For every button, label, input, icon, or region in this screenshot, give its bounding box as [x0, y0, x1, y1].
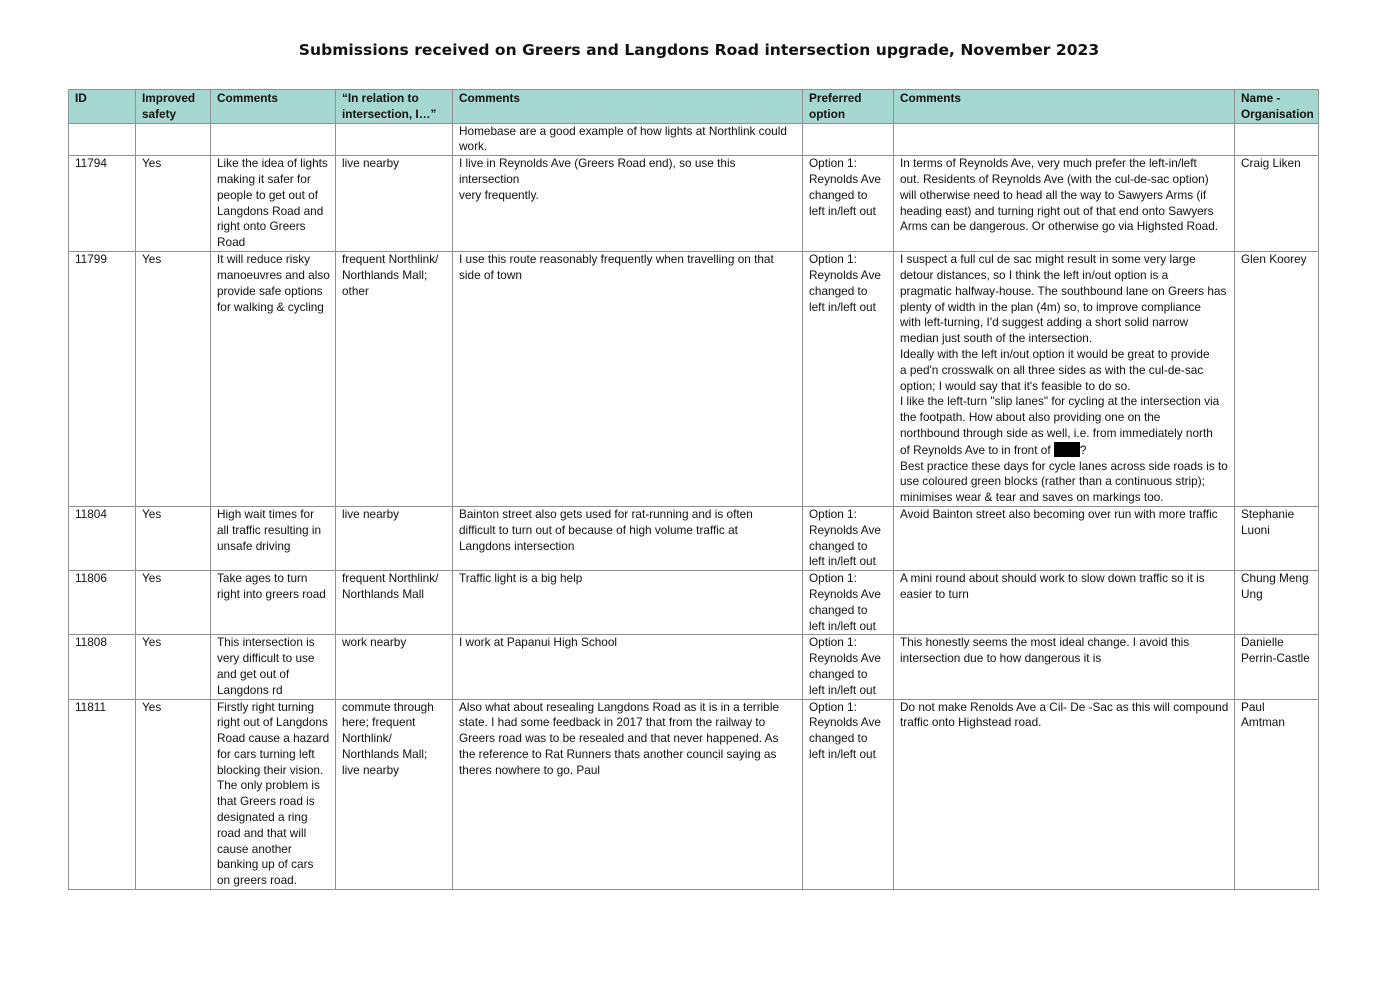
- table-row: [69, 571, 1319, 635]
- cell-name-organisation: [1235, 123, 1319, 156]
- cell-comments-safety: [211, 123, 336, 156]
- header-relation: “In relation to intersection, I…”: [336, 90, 453, 124]
- cell-id: 11799: [69, 252, 136, 507]
- header-comments-relation: Comments: [453, 90, 803, 124]
- cell-improved-safety: Yes: [136, 635, 211, 699]
- cell-improved-safety: Yes: [136, 699, 211, 890]
- header-preferred-option: Preferred option: [803, 90, 894, 124]
- cell-comments-safety: Like the idea of lights making it safer for people to get out of Langdons Road and right onto Greers Road: [211, 156, 336, 252]
- cell-preferred-option: Option 1: Reynolds Ave changed to left in/left out: [803, 635, 894, 699]
- cell-name-organisation: Glen Koorey: [1235, 252, 1319, 507]
- cell-relation: live nearby: [336, 506, 453, 570]
- cell-name-organisation: Craig Liken: [1235, 156, 1319, 252]
- header-name-organisation: Name - Organisation: [1235, 90, 1319, 124]
- cell-comments-option: [894, 252, 1235, 507]
- header-id: ID: [69, 90, 136, 124]
- header-row: [69, 90, 1319, 124]
- cell-comments-option: [894, 123, 1235, 156]
- cell-relation: frequent Northlink/ Northlands Mall: [336, 571, 453, 635]
- cell-preferred-option: Option 1: Reynolds Ave changed to left in/left out: [803, 252, 894, 507]
- cell-comments-relation: Homebase are a good example of how lights at Northlink could work.: [453, 123, 803, 156]
- cell-improved-safety: Yes: [136, 571, 211, 635]
- cell-improved-safety: Yes: [136, 252, 211, 507]
- cell-improved-safety: Yes: [136, 156, 211, 252]
- cell-preferred-option: Option 1: Reynolds Ave changed to left in/left out: [803, 506, 894, 570]
- table-row: [69, 699, 1319, 890]
- cell-comments-safety: Take ages to turn right into greers road: [211, 571, 336, 635]
- cell-comments-relation: Bainton street also gets used for rat-running and is often difficult to turn out of because of high volume traffic at Langdons intersection: [453, 506, 803, 570]
- cell-id: 11808: [69, 635, 136, 699]
- table-row: [69, 506, 1319, 570]
- cell-comments-relation: Traffic light is a big help: [453, 571, 803, 635]
- header-improved-safety: Improved safety: [136, 90, 211, 124]
- cell-improved-safety: Yes: [136, 506, 211, 570]
- cell-name-organisation: Stephanie Luoni: [1235, 506, 1319, 570]
- comment-text: ? Best practice these days for cycle lanes across side roads is to use coloured green blocks (rather than a continuous strip); minimises wear & tear and saves on markings too.: [900, 442, 1228, 505]
- table-row: [69, 123, 1319, 156]
- cell-preferred-option: Option 1: Reynolds Ave changed to left in/left out: [803, 571, 894, 635]
- table-row: [69, 156, 1319, 252]
- cell-comments-safety: High wait times for all traffic resulting in unsafe driving: [211, 506, 336, 570]
- table-row: [69, 252, 1319, 507]
- cell-id: 11794: [69, 156, 136, 252]
- cell-comments-option: Do not make Renolds Ave a Cil- De -Sac as this will compound traffic onto Highstead road.: [894, 699, 1235, 890]
- header-comments-safety: Comments: [211, 90, 336, 124]
- cell-comments-option: A mini round about should work to slow down traffic so it is easier to turn: [894, 571, 1235, 635]
- header-comments-option: Comments: [894, 90, 1235, 124]
- cell-relation: frequent Northlink/ Northlands Mall; other: [336, 252, 453, 507]
- cell-comments-relation: I work at Papanui High School: [453, 635, 803, 699]
- cell-relation: live nearby: [336, 156, 453, 252]
- cell-preferred-option: Option 1: Reynolds Ave changed to left in/left out: [803, 699, 894, 890]
- cell-id: [69, 123, 136, 156]
- redaction-block: [1054, 442, 1080, 457]
- cell-preferred-option: [803, 123, 894, 156]
- cell-comments-option: In terms of Reynolds Ave, very much prefer the left-in/left out. Residents of Reynolds Ave (with the cul-de-sac option) will otherwise need to head all the way to Sawyers Arms (if heading east) and turning right out of that end onto Sawyers Arms can be dangerous. Or otherwise go via Highsted Road.: [894, 156, 1235, 252]
- submissions-table: [68, 89, 1319, 890]
- cell-comments-option: This honestly seems the most ideal change. I avoid this intersection due to how dangerous it is: [894, 635, 1235, 699]
- cell-comments-safety: This intersection is very difficult to use and get out of Langdons rd: [211, 635, 336, 699]
- cell-name-organisation: Danielle Perrin-Castle: [1235, 635, 1319, 699]
- cell-relation: [336, 123, 453, 156]
- cell-relation: work nearby: [336, 635, 453, 699]
- cell-id: 11806: [69, 571, 136, 635]
- cell-id: 11804: [69, 506, 136, 570]
- cell-comments-relation: I live in Reynolds Ave (Greers Road end), so use this intersection very frequently.: [453, 156, 803, 252]
- cell-relation: commute through here; frequent Northlink/ Northlands Mall; live nearby: [336, 699, 453, 890]
- cell-id: 11811: [69, 699, 136, 890]
- cell-preferred-option: Option 1: Reynolds Ave changed to left in/left out: [803, 156, 894, 252]
- cell-comments-relation: I use this route reasonably frequently when travelling on that side of town: [453, 252, 803, 507]
- table-row: [69, 635, 1319, 699]
- cell-name-organisation: Chung Meng Ung: [1235, 571, 1319, 635]
- cell-name-organisation: Paul Amtman: [1235, 699, 1319, 890]
- cell-improved-safety: [136, 123, 211, 156]
- cell-comments-safety: It will reduce risky manoeuvres and also provide safe options for walking & cycling: [211, 252, 336, 507]
- comment-text: I suspect a full cul de sac might result in some very large detour distances, so I think the left in/out option is a pragmatic halfway-house. The southbound lane on Greers has plenty of width in the plan (4m) so, to improve compliance with left-turning, I'd suggest adding a short solid narrow median just south of the intersection. Ideally with the left in/out option it would be great to provide a ped'n crosswalk on all three sides as with the cul-de-sac option; I would say that it's feasible to do so. I like the left-turn "slip lanes" for cycling at the intersection via the footpath. How about also providing one on the northbound through side as well, i.e. from immediately north of Reynolds Ave to in front of: [900, 252, 1227, 457]
- cell-comments-safety: Firstly right turning right out of Langdons Road cause a hazard for cars turning left blocking their vision. The only problem is that Greers road is designated a ring road and that will cause another banking up of cars on greers road.: [211, 699, 336, 890]
- page-title: Submissions received on Greers and Langdons Road intersection upgrade, November 2023: [298, 41, 1100, 59]
- cell-comments-option: Avoid Bainton street also becoming over run with more traffic: [894, 506, 1235, 570]
- cell-comments-relation: Also what about resealing Langdons Road as it is in a terrible state. I had some feedback in 2017 that from the railway to Greers road was to be resealed and that never happened. As the reference to Rat Runners thats another council saying as theres nowhere to go. Paul: [453, 699, 803, 890]
